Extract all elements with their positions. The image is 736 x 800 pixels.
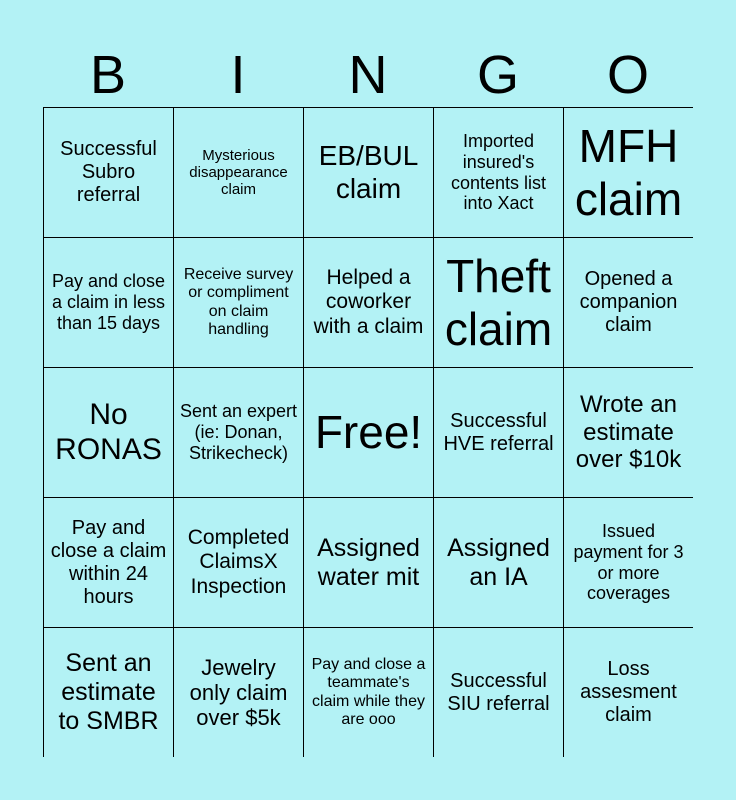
bingo-cell[interactable]: Issued payment for 3 or more coverages xyxy=(563,497,693,627)
header-letter-b: B xyxy=(89,45,127,105)
bingo-cell[interactable]: Jewelry only claim over $5k xyxy=(173,627,303,757)
bingo-cell[interactable]: Pay and close a teammate's claim while they are ooo xyxy=(303,627,433,757)
bingo-cell[interactable]: Assigned an IA xyxy=(433,497,563,627)
bingo-cell[interactable]: Pay and close a claim in less than 15 days xyxy=(43,237,173,367)
bingo-cell[interactable]: Opened a companion claim xyxy=(563,237,693,367)
free-space-cell[interactable]: Free! xyxy=(303,367,433,497)
bingo-cell[interactable]: Sent an estimate to SMBR xyxy=(43,627,173,757)
bingo-header xyxy=(43,44,693,106)
bingo-cell[interactable]: Successful HVE referral xyxy=(433,367,563,497)
header-letter-g: G xyxy=(476,45,519,105)
bingo-cell[interactable]: Sent an expert (ie: Donan, Strikecheck) xyxy=(173,367,303,497)
bingo-cell[interactable]: Assigned water mit xyxy=(303,497,433,627)
bingo-card-grid xyxy=(43,107,693,757)
bingo-cell[interactable]: MFH claim xyxy=(563,107,693,237)
bingo-cell[interactable]: Loss assesment claim xyxy=(563,627,693,757)
header-letter-i: I xyxy=(230,45,246,105)
bingo-cell[interactable]: Pay and close a claim within 24 hours xyxy=(43,497,173,627)
bingo-cell[interactable]: Completed ClaimsX Inspection xyxy=(173,497,303,627)
bingo-cell[interactable]: Successful Subro referral xyxy=(43,107,173,237)
bingo-cell[interactable]: Receive survey or compliment on claim handling xyxy=(173,237,303,367)
bingo-cell[interactable]: Imported insured's contents list into Xact xyxy=(433,107,563,237)
bingo-cell[interactable]: EB/BUL claim xyxy=(303,107,433,237)
header-letter-o: O xyxy=(606,45,649,105)
bingo-cell[interactable]: No RONAS xyxy=(43,367,173,497)
bingo-cell[interactable]: Successful SIU referral xyxy=(433,627,563,757)
bingo-cell[interactable]: Theft claim xyxy=(433,237,563,367)
header-letter-n: N xyxy=(348,45,388,105)
bingo-cell[interactable]: Mysterious disappearance claim xyxy=(173,107,303,237)
bingo-cell[interactable]: Wrote an estimate over $10k xyxy=(563,367,693,497)
bingo-cell[interactable]: Helped a coworker with a claim xyxy=(303,237,433,367)
